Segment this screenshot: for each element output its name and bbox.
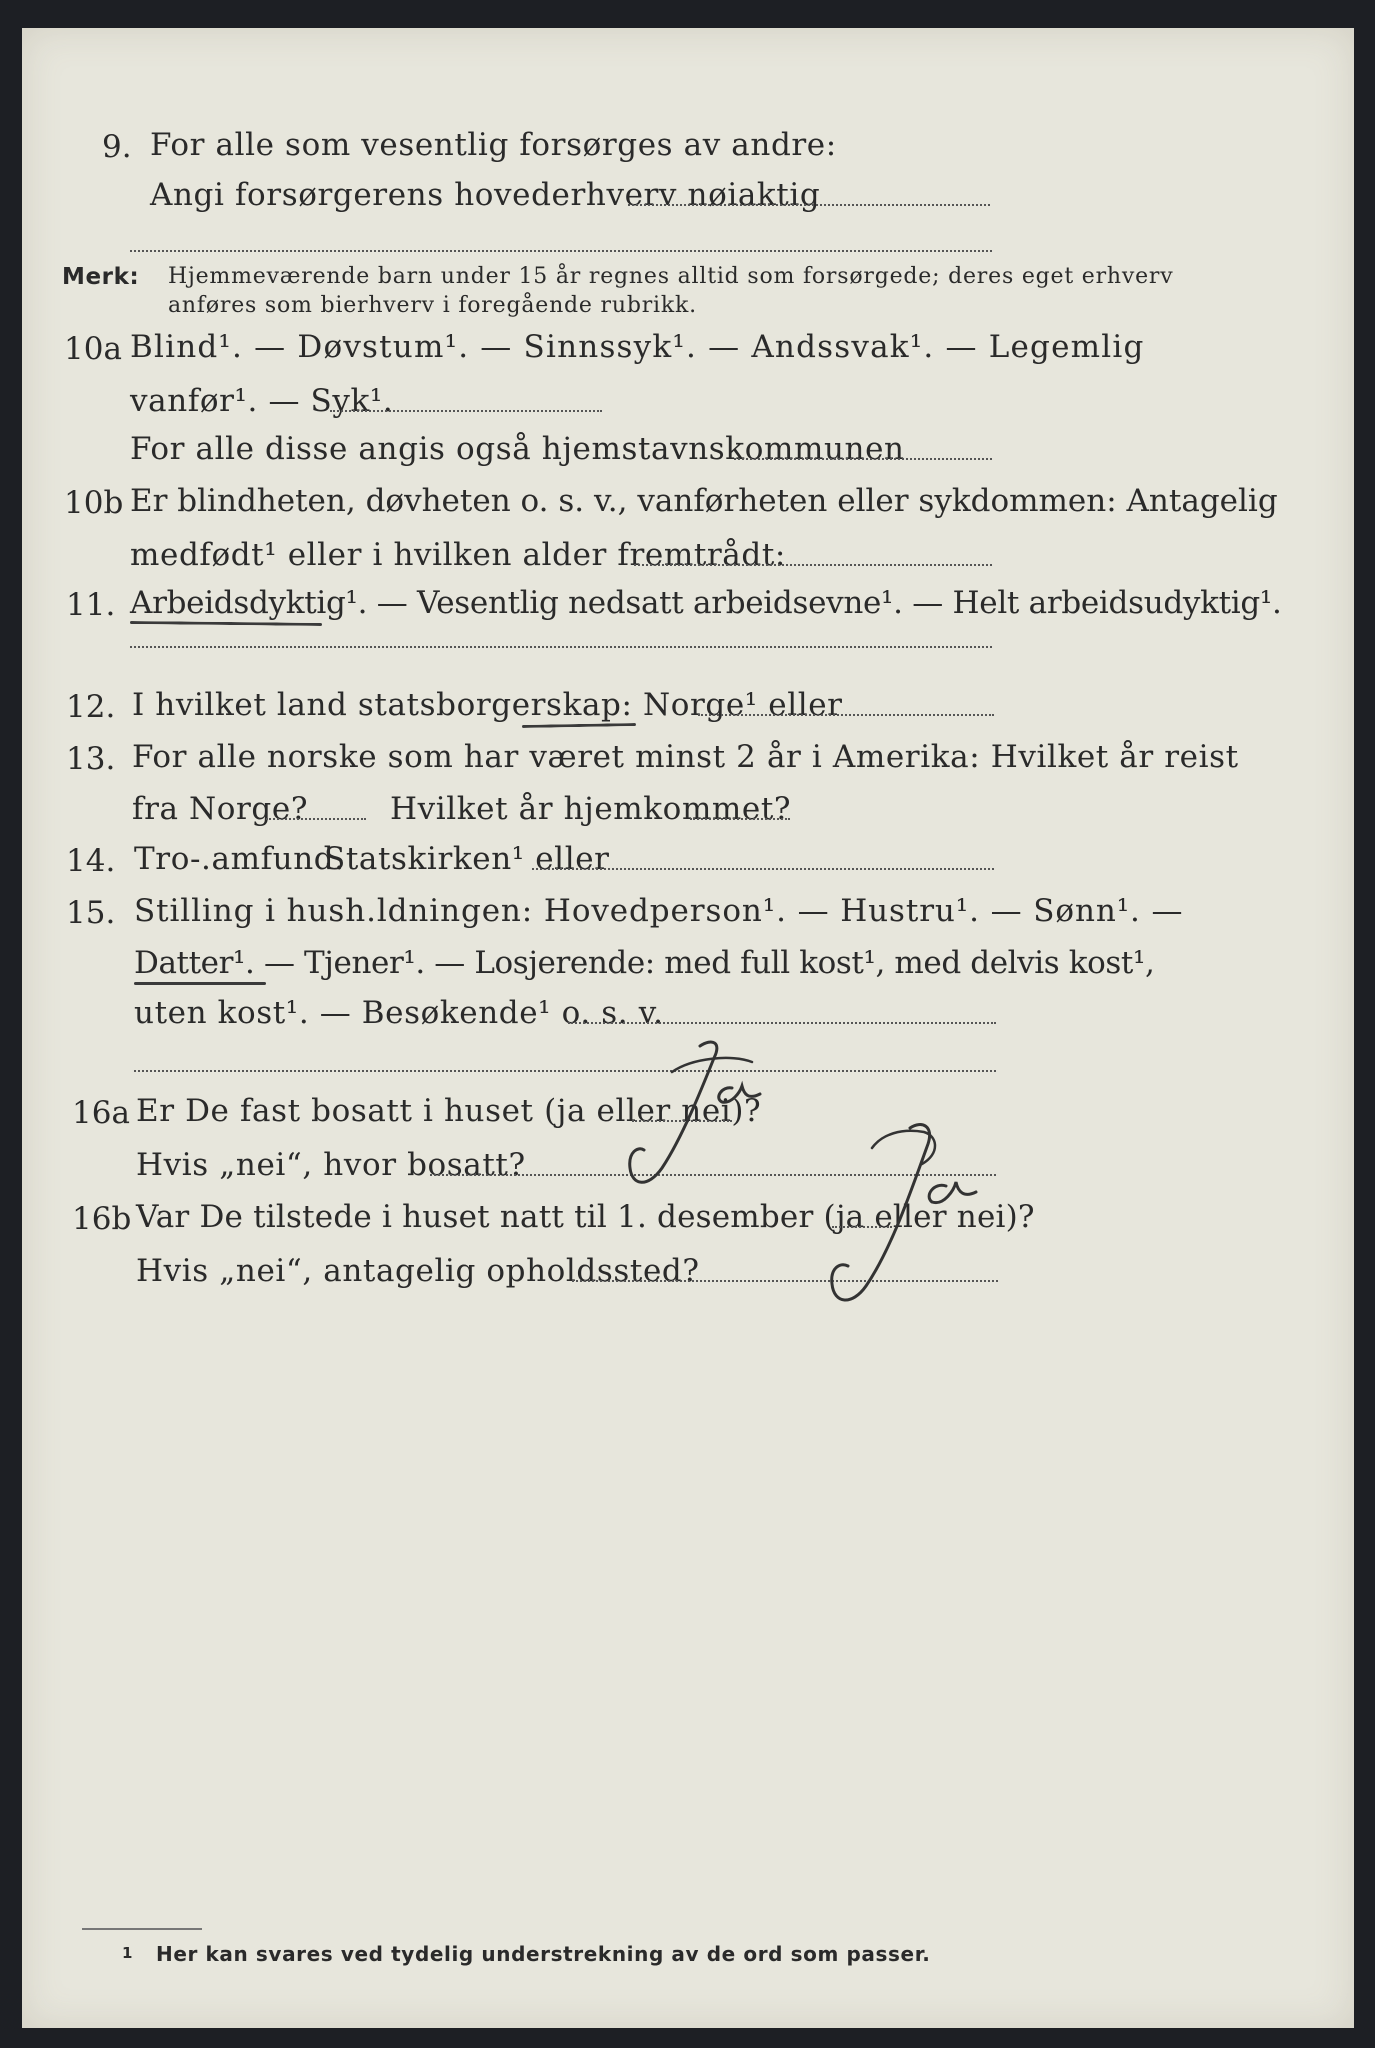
item-number-11: 11. [66, 587, 116, 623]
footnote-mark: 1 [122, 1944, 134, 1962]
answer-line-15b[interactable] [134, 1070, 996, 1072]
footnote-rule [82, 1928, 202, 1930]
answer-line-13-reist[interactable] [266, 818, 366, 820]
item-number-10b: 10b [64, 485, 124, 521]
item-15-line-1: Stilling i hush.ldningen: Hovedperson¹. — Hustru¹. — Sønn¹. — [134, 893, 1184, 929]
item-16b-line-1: Var De tilstede i huset natt til 1. desember (ja eller nei)? [136, 1199, 1035, 1235]
item-number-13: 13. [66, 741, 116, 777]
item-9-line-2: Angi forsørgerens hovederhverv nøiaktig [150, 177, 821, 213]
answer-line-10a-kommune[interactable] [734, 458, 992, 460]
item-12-line-1: I hvilket land statsborgerskap: Norge¹ eller [132, 687, 843, 723]
answer-line-9[interactable] [628, 204, 990, 206]
item-15-line-2: Datter¹. — Tjener¹. — Losjerende: med full kost¹, med delvis kost¹, [134, 945, 1155, 981]
item-9-line-1: For alle som vesentlig forsørges av andre: [150, 127, 837, 163]
item-13-line-3: Hvilket år hjemkommet? [390, 791, 792, 827]
handwritten-answer-16a-ja [582, 1028, 782, 1228]
answer-line-12[interactable] [698, 714, 994, 716]
item-number-15: 15. [66, 895, 116, 931]
answer-line-13-hjemkommet[interactable] [690, 818, 790, 820]
item-number-14: 14. [66, 843, 116, 879]
census-form-page [22, 28, 1354, 2028]
underline-datter [134, 982, 266, 985]
item-14-line-1: Tro-.amfund. [134, 841, 345, 877]
answer-line-14[interactable] [532, 868, 994, 870]
handwritten-answer-16b-ja [782, 1118, 1002, 1318]
item-13-line-1: For alle norske som har været minst 2 år i Amerika: Hvilket år reist [132, 739, 1239, 775]
answer-line-11[interactable] [130, 646, 992, 648]
answer-line-15[interactable] [568, 1022, 996, 1024]
item-10b-line-1: Er blindheten, døvheten o. s. v., vanførheten eller sykdommen: Antagelig [130, 483, 1278, 519]
item-number-16b: 16b [72, 1201, 132, 1237]
merk-line-2: anføres som bierhverv i foregående rubrikk. [168, 293, 697, 318]
item-14-line-2: Statskirken¹ eller [324, 841, 610, 877]
item-15-line-3: uten kost¹. — Besøkende¹ o. s. v. [134, 995, 664, 1031]
merk-line-1: Hjemmeværende barn under 15 år regnes alltid som forsørgede; deres eget erhverv [168, 264, 1174, 289]
merk-label: Merk: [62, 264, 140, 290]
item-10a-line-2: vanfør¹. — Syk¹. [130, 383, 394, 419]
underline-norge [522, 723, 636, 728]
item-number-12: 12. [66, 689, 116, 725]
footnote-text: Her kan svares ved tydelig understrekning av de ord som passer. [156, 1942, 931, 1966]
item-11-line-1: Arbeidsdyktig¹. — Vesentlig nedsatt arbeidsevne¹. — Helt arbeidsudyktig¹. [130, 585, 1282, 621]
answer-line-9b[interactable] [130, 250, 992, 252]
item-10a-line-3: For alle disse angis også hjemstavnskommunen [130, 431, 905, 467]
item-13-line-2: fra Norge? [132, 791, 309, 827]
answer-line-10b[interactable] [634, 564, 992, 566]
underline-arbeidsdyktig [130, 621, 322, 626]
item-16a-line-1: Er De fast bosatt i huset (ja eller nei)? [136, 1093, 762, 1129]
item-10a-line-1: Blind¹. — Døvstum¹. — Sinnssyk¹. — Andssvak¹. — Legemlig [130, 329, 1145, 365]
answer-line-10a[interactable] [330, 410, 602, 412]
item-16a-line-2: Hvis „nei“, hvor bosatt? [136, 1147, 526, 1183]
item-number-10a: 10a [64, 331, 122, 367]
item-16b-line-2: Hvis „nei“, antagelig opholdssted? [136, 1253, 700, 1289]
item-10b-line-2: medfødt¹ eller i hvilken alder fremtrådt: [130, 537, 786, 573]
item-number-16a: 16a [72, 1095, 130, 1131]
item-number-9: 9. [102, 129, 132, 165]
